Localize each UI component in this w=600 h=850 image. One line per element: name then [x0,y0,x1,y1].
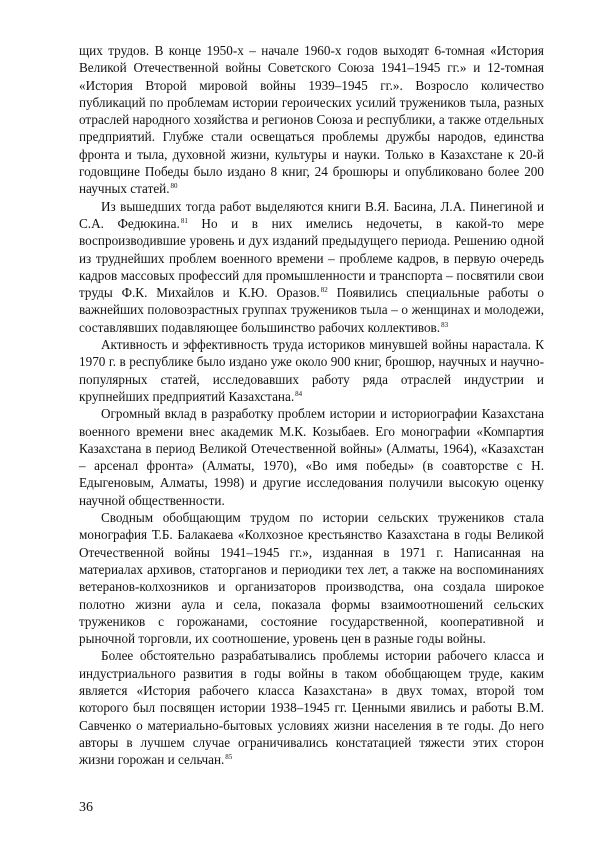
page-body [79,42,544,768]
footnote-ref-81: 81 [180,216,188,225]
paragraph-3 [79,336,544,405]
footnote-ref-85: 85 [225,753,233,762]
paragraph-5 [79,509,544,647]
paragraph-6 [79,647,544,768]
paragraph-2 [79,198,544,336]
paragraph-6-text: Более обстоятельно разрабатывались проблемы истории рабочего класса и индустриального развития в годы войны в таком обобщающем труде, каким является «История рабочего класса Казахстана» в двух томах, второй том которого был посвящен истории 1938–1945 гг. Ценными явились и работы В.М. Савченко о материально-бытовых условиях жизни населения в те годы. До него авторы в лучшем случае ограничивались констатацией тяжести этих сторон жизни горожан и сельчан. [79,648,544,768]
footnote-ref-82: 82 [320,286,328,295]
paragraph-3-text: Активность и эффективность труда историков минувшей войны нарастала. К 1970 г. в республике было издано уже около 900 книг, брошюр, научных и научно-популярных статей, исследовавших работу ряда отраслей индустрии и крупнейших предприятий Казахстана. [79,337,544,404]
paragraph-1 [79,42,544,198]
footnote-ref-84: 84 [295,389,303,398]
footnote-ref-80: 80 [170,182,178,191]
paragraph-5-text: Сводным обобщающим трудом по истории сельских тружеников стала монография Т.Б. Балакаева «Колхозное крестьянство Казахстана в годы Великой Отечественной войны 1941–1945 гг.», изданная в 1971 г. Написанная на материалах архивов, статорганов и периодики тех лет, а также на воспоминаниях ветеранов-колхозников и организаторов производства, она создала широкое полотно жизни аула и села, показала формы взаимоотношений сельских тружеников с горожанами, состояние государственной, кооперативной и рыночной торговли, их соотношение, уровень цен в разные годы войны. [79,510,544,647]
paragraph-4-text: Огромный вклад в разработку проблем истории и историографии Казахстана военного времени внес академик М.К. Козыбаев. Его монографии «Компартия Казахстана в период Великой Отечественной войны» (Алматы, 1964), «Казахстан – арсенал фронта» (Алматы, 1970), «Во имя победы» (в соавторстве с Н. Едыгеновым, Алматы, 1998) и другие исследования получили высокую оценку научной общественности. [79,406,544,508]
paragraph-1-text: щих трудов. В конце 1950-х – начале 1960-х годов выходят 6-томная «История Великой Отечественной войны Советского Союза 1941–1945 гг.» и 12-томная «История Второй мировой войны 1939–1945 гг.». Возросло количество публикаций по проблемам истории героических усилий тружеников тыла, разных отраслей народного хозяйства и регионов Союза и республики, а также отдельных предприятий. Глубже стали освещаться проблемы дружбы народов, единства фронта и тыла, духовной жизни, культуры и науки. Только в Казахстане к 20-й годовщине Победы было издано 8 книг, 24 брошюры и опубликовано более 200 научных статей. [79,43,544,197]
paragraph-2-text-b: Но и в них имелись недочеты, в какой-то мере воспроизводившие уровень и дух изданий предыдущего периода. Решению одной из труднейших проблем военного времени – проблеме кадров, в первую очередь кадров массовых профессий для промышленности и транспорта – посвятили свои труды Ф.К. Михайлов и К.Ю. Оразов. [79,215,545,301]
paragraph-2-text-c: Появились специальные работы о важнейших половозрастных группах тружеников тыла – о женщинах и молодежи, составлявших подавляющее большинство рабочих коллективов. [79,285,544,335]
paragraph-2-text-a: Из вышедших тогда работ выделяются книги В.Я. Басина, Л.А. Пинегиной и С.А. Федюкина. [79,198,544,231]
paragraph-4 [79,405,544,509]
footnote-ref-83: 83 [441,320,449,329]
page-number: 36 [79,800,93,815]
